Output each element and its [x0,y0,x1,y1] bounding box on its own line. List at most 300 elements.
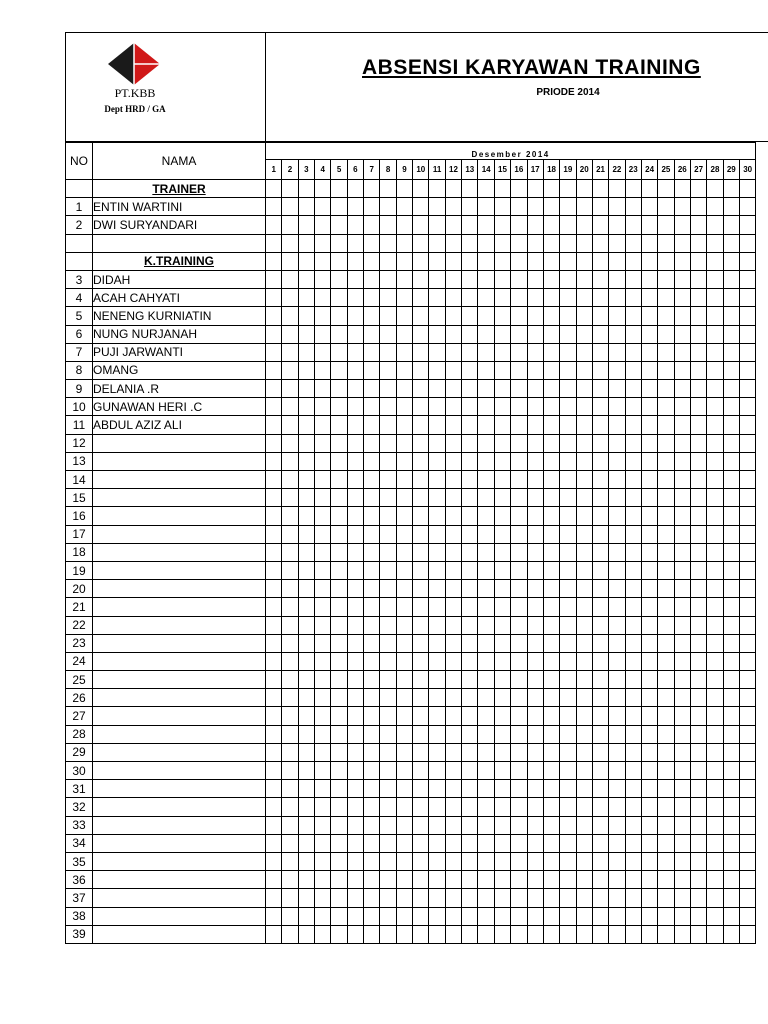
attendance-cell[interactable] [543,289,559,307]
attendance-cell[interactable] [282,234,298,252]
attendance-cell[interactable] [478,507,494,525]
attendance-cell[interactable] [478,798,494,816]
attendance-cell[interactable] [347,471,363,489]
attendance-cell[interactable] [380,325,396,343]
attendance-cell[interactable] [445,252,461,270]
attendance-cell[interactable] [592,398,608,416]
attendance-cell[interactable] [478,871,494,889]
attendance-cell[interactable] [429,325,445,343]
attendance-cell[interactable] [576,543,592,561]
attendance-cell[interactable] [445,216,461,234]
attendance-cell[interactable] [266,434,282,452]
attendance-cell[interactable] [396,416,412,434]
attendance-cell[interactable] [511,871,527,889]
attendance-cell[interactable] [576,380,592,398]
attendance-cell[interactable] [723,689,739,707]
attendance-cell[interactable] [380,489,396,507]
attendance-cell[interactable] [674,361,690,379]
attendance-cell[interactable] [396,652,412,670]
attendance-cell[interactable] [625,634,641,652]
attendance-cell[interactable] [641,616,657,634]
attendance-cell[interactable] [396,707,412,725]
attendance-cell[interactable] [739,361,755,379]
attendance-cell[interactable] [511,598,527,616]
attendance-cell[interactable] [576,307,592,325]
attendance-cell[interactable] [315,525,331,543]
attendance-cell[interactable] [511,307,527,325]
attendance-cell[interactable] [364,561,380,579]
attendance-cell[interactable] [364,852,380,870]
attendance-cell[interactable] [527,198,543,216]
attendance-cell[interactable] [347,743,363,761]
attendance-cell[interactable] [609,507,625,525]
attendance-cell[interactable] [396,634,412,652]
attendance-cell[interactable] [396,671,412,689]
attendance-cell[interactable] [396,852,412,870]
attendance-cell[interactable] [543,598,559,616]
attendance-cell[interactable] [641,634,657,652]
attendance-cell[interactable] [364,671,380,689]
attendance-cell[interactable] [266,489,282,507]
attendance-cell[interactable] [560,252,576,270]
attendance-cell[interactable] [478,707,494,725]
attendance-cell[interactable] [445,325,461,343]
attendance-cell[interactable] [494,689,510,707]
attendance-cell[interactable] [380,543,396,561]
attendance-cell[interactable] [266,398,282,416]
attendance-cell[interactable] [364,798,380,816]
attendance-cell[interactable] [413,234,429,252]
attendance-cell[interactable] [413,889,429,907]
attendance-cell[interactable] [674,234,690,252]
attendance-cell[interactable] [674,743,690,761]
attendance-cell[interactable] [282,580,298,598]
attendance-cell[interactable] [429,871,445,889]
attendance-cell[interactable] [576,616,592,634]
attendance-cell[interactable] [527,380,543,398]
attendance-cell[interactable] [315,798,331,816]
attendance-cell[interactable] [560,325,576,343]
attendance-cell[interactable] [364,525,380,543]
attendance-cell[interactable] [478,234,494,252]
attendance-cell[interactable] [690,561,706,579]
attendance-cell[interactable] [625,452,641,470]
attendance-cell[interactable] [282,634,298,652]
attendance-cell[interactable] [658,289,674,307]
attendance-cell[interactable] [511,198,527,216]
attendance-cell[interactable] [413,434,429,452]
attendance-cell[interactable] [396,325,412,343]
attendance-cell[interactable] [364,834,380,852]
attendance-cell[interactable] [690,580,706,598]
attendance-cell[interactable] [658,270,674,288]
attendance-cell[interactable] [413,743,429,761]
attendance-cell[interactable] [723,452,739,470]
attendance-cell[interactable] [364,270,380,288]
attendance-cell[interactable] [282,689,298,707]
attendance-cell[interactable] [707,852,723,870]
attendance-cell[interactable] [494,671,510,689]
attendance-cell[interactable] [592,252,608,270]
attendance-cell[interactable] [396,434,412,452]
attendance-cell[interactable] [739,416,755,434]
attendance-cell[interactable] [511,798,527,816]
attendance-cell[interactable] [347,816,363,834]
attendance-cell[interactable] [445,780,461,798]
attendance-cell[interactable] [494,652,510,670]
attendance-cell[interactable] [413,452,429,470]
attendance-cell[interactable] [396,543,412,561]
attendance-cell[interactable] [396,198,412,216]
attendance-cell[interactable] [674,434,690,452]
attendance-cell[interactable] [315,270,331,288]
attendance-cell[interactable] [625,598,641,616]
attendance-cell[interactable] [380,834,396,852]
attendance-cell[interactable] [315,725,331,743]
attendance-cell[interactable] [592,743,608,761]
attendance-cell[interactable] [576,525,592,543]
attendance-cell[interactable] [690,307,706,325]
attendance-cell[interactable] [707,889,723,907]
attendance-cell[interactable] [592,616,608,634]
attendance-cell[interactable] [625,834,641,852]
attendance-cell[interactable] [380,852,396,870]
attendance-cell[interactable] [511,762,527,780]
attendance-cell[interactable] [641,416,657,434]
attendance-cell[interactable] [511,380,527,398]
attendance-cell[interactable] [364,234,380,252]
attendance-cell[interactable] [396,270,412,288]
attendance-cell[interactable] [576,507,592,525]
attendance-cell[interactable] [429,580,445,598]
attendance-cell[interactable] [298,198,314,216]
attendance-cell[interactable] [445,707,461,725]
attendance-cell[interactable] [707,871,723,889]
attendance-cell[interactable] [723,762,739,780]
attendance-cell[interactable] [723,180,739,198]
attendance-cell[interactable] [592,416,608,434]
attendance-cell[interactable] [690,289,706,307]
attendance-cell[interactable] [543,743,559,761]
attendance-cell[interactable] [658,634,674,652]
attendance-cell[interactable] [347,762,363,780]
attendance-cell[interactable] [413,398,429,416]
attendance-cell[interactable] [658,525,674,543]
attendance-cell[interactable] [592,580,608,598]
attendance-cell[interactable] [282,871,298,889]
attendance-cell[interactable] [331,725,347,743]
attendance-cell[interactable] [690,889,706,907]
attendance-cell[interactable] [396,380,412,398]
attendance-cell[interactable] [380,798,396,816]
attendance-cell[interactable] [380,907,396,925]
attendance-cell[interactable] [429,234,445,252]
attendance-cell[interactable] [380,198,396,216]
attendance-cell[interactable] [478,580,494,598]
attendance-cell[interactable] [298,216,314,234]
attendance-cell[interactable] [266,325,282,343]
attendance-cell[interactable] [511,234,527,252]
attendance-cell[interactable] [707,743,723,761]
attendance-cell[interactable] [266,252,282,270]
attendance-cell[interactable] [266,852,282,870]
attendance-cell[interactable] [347,561,363,579]
attendance-cell[interactable] [560,398,576,416]
attendance-cell[interactable] [315,889,331,907]
attendance-cell[interactable] [266,234,282,252]
attendance-cell[interactable] [739,616,755,634]
attendance-cell[interactable] [739,561,755,579]
attendance-cell[interactable] [707,252,723,270]
attendance-cell[interactable] [511,689,527,707]
attendance-cell[interactable] [315,689,331,707]
attendance-cell[interactable] [298,307,314,325]
attendance-cell[interactable] [494,380,510,398]
attendance-cell[interactable] [592,234,608,252]
attendance-cell[interactable] [445,180,461,198]
attendance-cell[interactable] [560,489,576,507]
attendance-cell[interactable] [609,325,625,343]
attendance-cell[interactable] [282,780,298,798]
attendance-cell[interactable] [674,925,690,943]
attendance-cell[interactable] [364,907,380,925]
attendance-cell[interactable] [625,852,641,870]
attendance-cell[interactable] [739,743,755,761]
attendance-cell[interactable] [625,434,641,452]
attendance-cell[interactable] [282,652,298,670]
attendance-cell[interactable] [674,652,690,670]
attendance-cell[interactable] [298,798,314,816]
attendance-cell[interactable] [429,652,445,670]
attendance-cell[interactable] [527,416,543,434]
attendance-cell[interactable] [494,834,510,852]
attendance-cell[interactable] [429,489,445,507]
attendance-cell[interactable] [331,180,347,198]
attendance-cell[interactable] [723,289,739,307]
attendance-cell[interactable] [266,707,282,725]
attendance-cell[interactable] [396,252,412,270]
attendance-cell[interactable] [527,671,543,689]
attendance-cell[interactable] [298,925,314,943]
attendance-cell[interactable] [641,543,657,561]
attendance-cell[interactable] [413,616,429,634]
attendance-cell[interactable] [364,580,380,598]
attendance-cell[interactable] [396,452,412,470]
attendance-cell[interactable] [609,180,625,198]
attendance-cell[interactable] [739,907,755,925]
attendance-cell[interactable] [641,652,657,670]
attendance-cell[interactable] [609,361,625,379]
attendance-cell[interactable] [445,289,461,307]
attendance-cell[interactable] [658,580,674,598]
attendance-cell[interactable] [707,343,723,361]
attendance-cell[interactable] [315,707,331,725]
attendance-cell[interactable] [315,180,331,198]
attendance-cell[interactable] [609,834,625,852]
attendance-cell[interactable] [347,707,363,725]
attendance-cell[interactable] [494,616,510,634]
attendance-cell[interactable] [331,434,347,452]
attendance-cell[interactable] [462,216,478,234]
attendance-cell[interactable] [707,452,723,470]
attendance-cell[interactable] [511,616,527,634]
attendance-cell[interactable] [592,871,608,889]
attendance-cell[interactable] [478,743,494,761]
attendance-cell[interactable] [690,671,706,689]
attendance-cell[interactable] [396,507,412,525]
attendance-cell[interactable] [609,725,625,743]
attendance-cell[interactable] [478,452,494,470]
attendance-cell[interactable] [347,307,363,325]
attendance-cell[interactable] [576,834,592,852]
attendance-cell[interactable] [478,416,494,434]
attendance-cell[interactable] [543,689,559,707]
attendance-cell[interactable] [560,380,576,398]
attendance-cell[interactable] [298,270,314,288]
attendance-cell[interactable] [315,925,331,943]
attendance-cell[interactable] [527,816,543,834]
attendance-cell[interactable] [641,580,657,598]
attendance-cell[interactable] [266,198,282,216]
attendance-cell[interactable] [478,543,494,561]
attendance-cell[interactable] [625,671,641,689]
attendance-cell[interactable] [298,234,314,252]
attendance-cell[interactable] [543,325,559,343]
attendance-cell[interactable] [560,634,576,652]
attendance-cell[interactable] [592,598,608,616]
attendance-cell[interactable] [494,234,510,252]
attendance-cell[interactable] [576,489,592,507]
attendance-cell[interactable] [592,671,608,689]
attendance-cell[interactable] [527,289,543,307]
attendance-cell[interactable] [462,652,478,670]
attendance-cell[interactable] [331,398,347,416]
attendance-cell[interactable] [723,270,739,288]
attendance-cell[interactable] [690,343,706,361]
attendance-cell[interactable] [527,234,543,252]
attendance-cell[interactable] [543,180,559,198]
attendance-cell[interactable] [739,598,755,616]
attendance-cell[interactable] [739,689,755,707]
attendance-cell[interactable] [462,762,478,780]
attendance-cell[interactable] [298,471,314,489]
attendance-cell[interactable] [707,689,723,707]
attendance-cell[interactable] [380,871,396,889]
attendance-cell[interactable] [641,198,657,216]
attendance-cell[interactable] [331,561,347,579]
attendance-cell[interactable] [478,780,494,798]
attendance-cell[interactable] [560,361,576,379]
attendance-cell[interactable] [707,398,723,416]
attendance-cell[interactable] [576,471,592,489]
attendance-cell[interactable] [707,471,723,489]
attendance-cell[interactable] [315,543,331,561]
attendance-cell[interactable] [445,907,461,925]
attendance-cell[interactable] [315,580,331,598]
attendance-cell[interactable] [543,834,559,852]
attendance-cell[interactable] [478,343,494,361]
attendance-cell[interactable] [625,871,641,889]
attendance-cell[interactable] [494,871,510,889]
attendance-cell[interactable] [478,907,494,925]
attendance-cell[interactable] [462,270,478,288]
attendance-cell[interactable] [396,289,412,307]
attendance-cell[interactable] [543,307,559,325]
attendance-cell[interactable] [641,507,657,525]
attendance-cell[interactable] [592,816,608,834]
attendance-cell[interactable] [511,525,527,543]
attendance-cell[interactable] [315,907,331,925]
attendance-cell[interactable] [380,580,396,598]
attendance-cell[interactable] [609,452,625,470]
attendance-cell[interactable] [266,507,282,525]
attendance-cell[interactable] [413,361,429,379]
attendance-cell[interactable] [282,507,298,525]
attendance-cell[interactable] [625,307,641,325]
attendance-cell[interactable] [674,689,690,707]
attendance-cell[interactable] [364,707,380,725]
attendance-cell[interactable] [347,925,363,943]
attendance-cell[interactable] [690,507,706,525]
attendance-cell[interactable] [511,289,527,307]
attendance-cell[interactable] [658,325,674,343]
attendance-cell[interactable] [658,762,674,780]
attendance-cell[interactable] [674,671,690,689]
attendance-cell[interactable] [707,434,723,452]
attendance-cell[interactable] [380,816,396,834]
attendance-cell[interactable] [380,689,396,707]
attendance-cell[interactable] [364,725,380,743]
attendance-cell[interactable] [331,361,347,379]
attendance-cell[interactable] [658,725,674,743]
attendance-cell[interactable] [347,270,363,288]
attendance-cell[interactable] [413,707,429,725]
attendance-cell[interactable] [560,616,576,634]
attendance-cell[interactable] [364,307,380,325]
attendance-cell[interactable] [576,580,592,598]
attendance-cell[interactable] [592,525,608,543]
attendance-cell[interactable] [380,780,396,798]
attendance-cell[interactable] [543,398,559,416]
attendance-cell[interactable] [282,489,298,507]
attendance-cell[interactable] [527,398,543,416]
attendance-cell[interactable] [413,780,429,798]
attendance-cell[interactable] [494,343,510,361]
attendance-cell[interactable] [641,489,657,507]
attendance-cell[interactable] [739,380,755,398]
attendance-cell[interactable] [462,380,478,398]
attendance-cell[interactable] [478,198,494,216]
attendance-cell[interactable] [560,180,576,198]
attendance-cell[interactable] [707,198,723,216]
attendance-cell[interactable] [364,780,380,798]
attendance-cell[interactable] [413,634,429,652]
attendance-cell[interactable] [429,780,445,798]
attendance-cell[interactable] [723,743,739,761]
attendance-cell[interactable] [429,525,445,543]
attendance-cell[interactable] [739,234,755,252]
attendance-cell[interactable] [315,234,331,252]
attendance-cell[interactable] [331,580,347,598]
attendance-cell[interactable] [723,580,739,598]
attendance-cell[interactable] [331,234,347,252]
attendance-cell[interactable] [429,852,445,870]
attendance-cell[interactable] [331,507,347,525]
attendance-cell[interactable] [609,689,625,707]
attendance-cell[interactable] [674,871,690,889]
attendance-cell[interactable] [429,252,445,270]
attendance-cell[interactable] [364,325,380,343]
